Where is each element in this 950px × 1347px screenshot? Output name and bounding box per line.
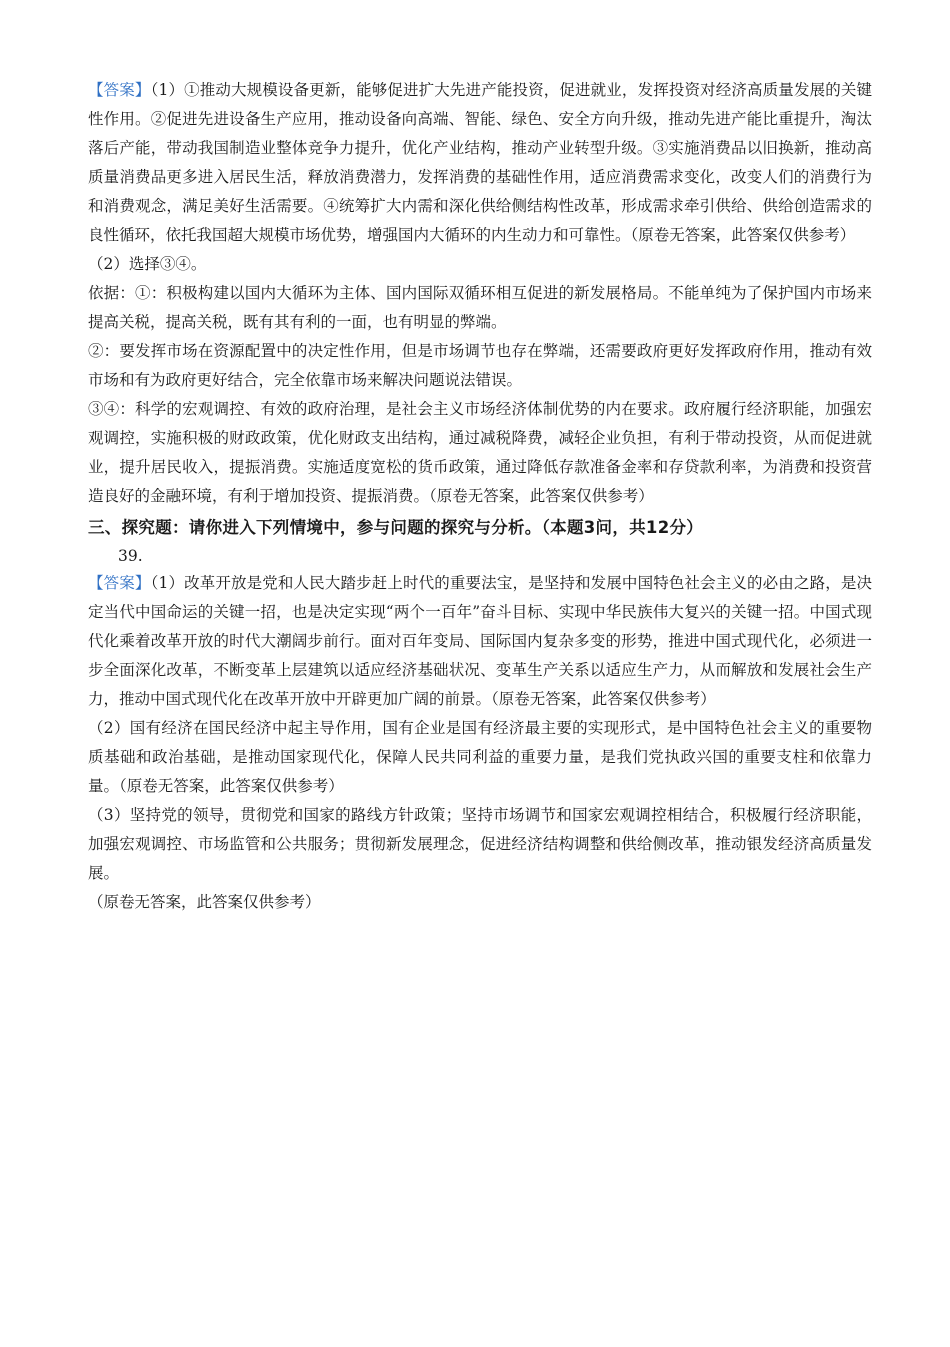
- answer-39-paragraph-1: [88, 569, 872, 714]
- answer-paragraph-1: [88, 76, 872, 250]
- section-heading: 三、探究题：请你进入下列情境中，参与问题的探究与分析。（本题3问，共12分）: [88, 518, 704, 537]
- answer-text: （1）改革开放是党和人民大踏步赶上时代的重要法宝，是坚持和发展中国特色社会主义的必由之路，是决定当代中国命运的关键一招，也是决定实现“两个一百年”奋斗目标、实现中华民族伟大复兴的关键一招。中国式现代化乘着改革开放的时代大潮阔步前行。面对百年变局、国际国内复杂多变的形势，推进中国式现代化，必须进一步全面深化改革，不断变革上层建筑以适应经济基础状况、变革生产关系以适应生产力，从而解放和发展社会生产力，推动中国式现代化在改革开放中开辟更加广阔的前景。（原卷无答案，此答案仅供参考）: [88, 574, 872, 708]
- answer-tag: 【答案】: [88, 574, 151, 592]
- answer-39-note: （原卷无答案，此答案仅供参考）: [88, 893, 321, 911]
- document-content: [88, 76, 872, 917]
- answer-paragraph-2: （2）选择③④。: [88, 255, 207, 273]
- answer-paragraph-3: 依据：①：积极构建以国内大循环为主体、国内国际双循环相互促进的新发展格局。不能单纯为了保护国内市场来提高关税，提高关税，既有其有利的一面，也有明显的弊端。: [88, 284, 872, 331]
- answer-paragraph-4: ②：要发挥市场在资源配置中的决定性作用，但是市场调节也存在弊端，还需要政府更好发挥政府作用，推动有效市场和有为政府更好结合，完全依靠市场来解决问题说法错误。: [88, 342, 872, 389]
- question-number: 39.: [118, 547, 143, 565]
- answer-paragraph-5: ③④：科学的宏观调控、有效的政府治理，是社会主义市场经济体制优势的内在要求。政府履行经济职能，加强宏观调控，实施积极的财政政策，优化财政支出结构，通过减税降费，减轻企业负担，有利于带动投资，从而促进就业，提升居民收入，提振消费。实施适度宽松的货币政策，通过降低存款准备金率和存贷款利率，为消费和投资营造良好的金融环境，有利于增加投资、提振消费。（原卷无答案，此答案仅供参考）: [88, 400, 872, 505]
- answer-39-paragraph-3: （3）坚持党的领导，贯彻党和国家的路线方针政策；坚持市场调节和国家宏观调控相结合，积极履行经济职能，加强宏观调控、市场监管和公共服务；贯彻新发展理念，促进经济结构调整和供给侧改革，推动银发经济高质量发展。: [88, 806, 872, 882]
- answer-tag: 【答案】: [88, 81, 151, 99]
- answer-39-paragraph-2: （2）国有经济在国民经济中起主导作用，国有企业是国有经济最主要的实现形式，是中国特色社会主义的重要物质基础和政治基础，是推动国家现代化，保障人民共同利益的重要力量，是我们党执政兴国的重要支柱和依靠力量。（原卷无答案，此答案仅供参考）: [88, 719, 872, 795]
- answer-text: （1）①推动大规模设备更新，能够促进扩大先进产能投资，促进就业，发挥投资对经济高质量发展的关键性作用。②促进先进设备生产应用，推动设备向高端、智能、绿色、安全方向升级，推动先进产能比重提升，淘汰落后产能，带动我国制造业整体竞争力提升，优化产业结构，推动产业转型升级。③实施消费品以旧换新，推动高质量消费品更多进入居民生活，释放消费潜力，发挥消费的基础性作用，适应消费需求变化，改变人们的消费行为和消费观念，满足美好生活需要。④统筹扩大内需和深化供给侧结构性改革，形成需求牵引供给、供给创造需求的良性循环，依托我国超大规模市场优势，增强国内大循环的内生动力和可靠性。（原卷无答案，此答案仅供参考）: [88, 81, 872, 244]
